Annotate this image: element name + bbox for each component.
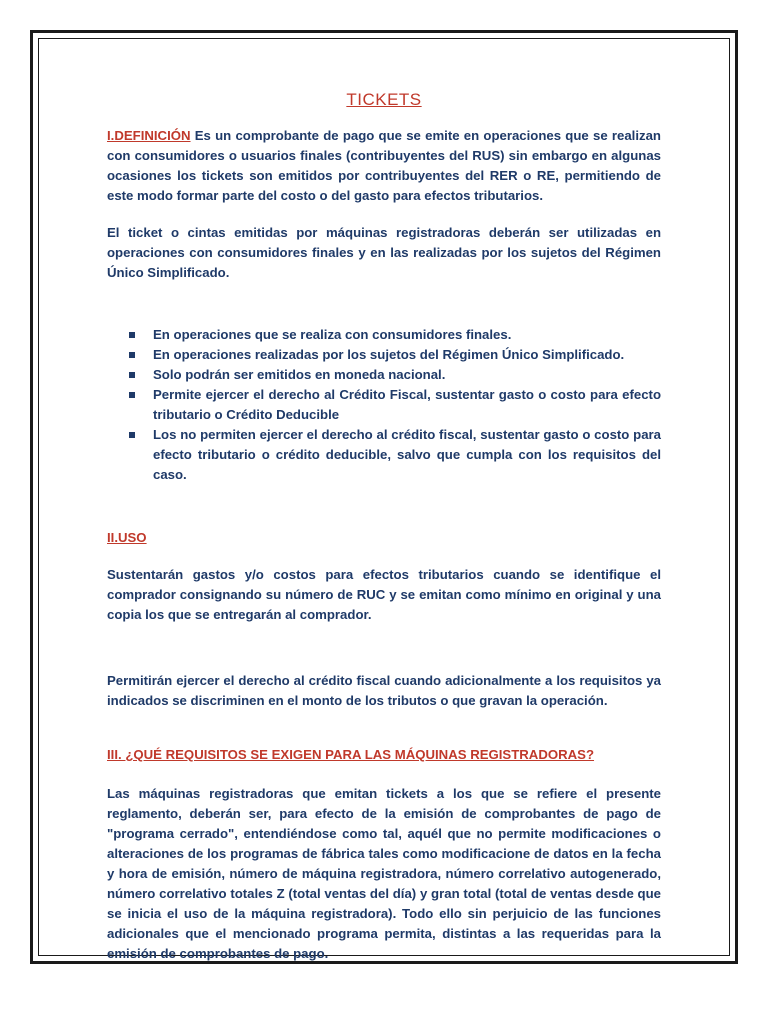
ticket-paragraph: El ticket o cintas emitidas por máquinas registradoras deberán ser utilizadas en operaciones con consumidores finales y en las realizadas por los sujetos del Régimen Único Simplificado. — [107, 225, 661, 280]
list-item: En operaciones realizadas por los sujetos del Régimen Único Simplificado. — [107, 345, 661, 365]
square-bullet-icon — [129, 332, 135, 338]
definition-text: Es un comprobante de pago que se emite en operaciones que se realizan con consumidores o usuarios finales (contribuyentes del RUS) sin embargo en algunas ocasiones los tickets son emitidos por contribuyentes del RER o RE, permitiendo de este modo formar parte del costo o del gasto para efectos tributarios. — [107, 128, 661, 203]
square-bullet-icon — [129, 432, 135, 438]
requisitos-paragraph: Las máquinas registradoras que emitan tickets a los que se refiere el presente reglamento, deberán ser, para efecto de la emisión de comprobantes de pago de "programa cerrado", entendiéndose como tal, aquél que no permite modificaciones o alteraciones de los programas de fábrica tales como modificacione de datos en la fecha y hora de emisión, número de máquina registradora, número correlativo autogenerado, número correlativo totales Z (total ventas del día) y gran total (total de ventas desde que se inicia el uso de la máquina registradora). Todo ello sin perjuicio de las funciones adicionales que el mencionado programa permita, distintas a las requeridas para la emisión de comprobantes de pago. — [107, 786, 661, 961]
list-item: Solo podrán ser emitidos en moneda nacional. — [107, 365, 661, 385]
list-item: Los no permiten ejercer el derecho al crédito fiscal, sustentar gasto o costo para efecto tributario o crédito deducible, salvo que cumpla con los requisitos del caso. — [107, 425, 661, 485]
section-heading-definicion: I.DEFINICIÓN — [107, 128, 191, 143]
list-item: En operaciones que se realiza con consumidores finales. — [107, 325, 661, 345]
usage-bullet-list — [107, 325, 661, 485]
document-body — [107, 88, 661, 964]
square-bullet-icon — [129, 392, 135, 398]
uso-paragraph-2: Permitirán ejercer el derecho al crédito fiscal cuando adicionalmente a los requisitos ya indicados se discriminen en el monto de los tributos o que gravan la operación. — [107, 673, 661, 708]
document-title: TICKETS — [346, 90, 422, 109]
list-item: Permite ejercer el derecho al Crédito Fiscal, sustentar gasto o costo para efecto tributario o Crédito Deducible — [107, 385, 661, 425]
square-bullet-icon — [129, 372, 135, 378]
section-heading-uso: II.USO — [107, 530, 147, 545]
uso-paragraph-1: Sustentarán gastos y/o costos para efectos tributarios cuando se identifique el comprador consignando su número de RUC y se emitan como mínimo en original y una copia los que se entregarán al comprador. — [107, 567, 661, 622]
section-heading-requisitos: III. ¿QUÉ REQUISITOS SE EXIGEN PARA LAS MÁQUINAS REGISTRADORAS? — [107, 747, 595, 762]
definition-paragraph — [107, 126, 661, 206]
square-bullet-icon — [129, 352, 135, 358]
